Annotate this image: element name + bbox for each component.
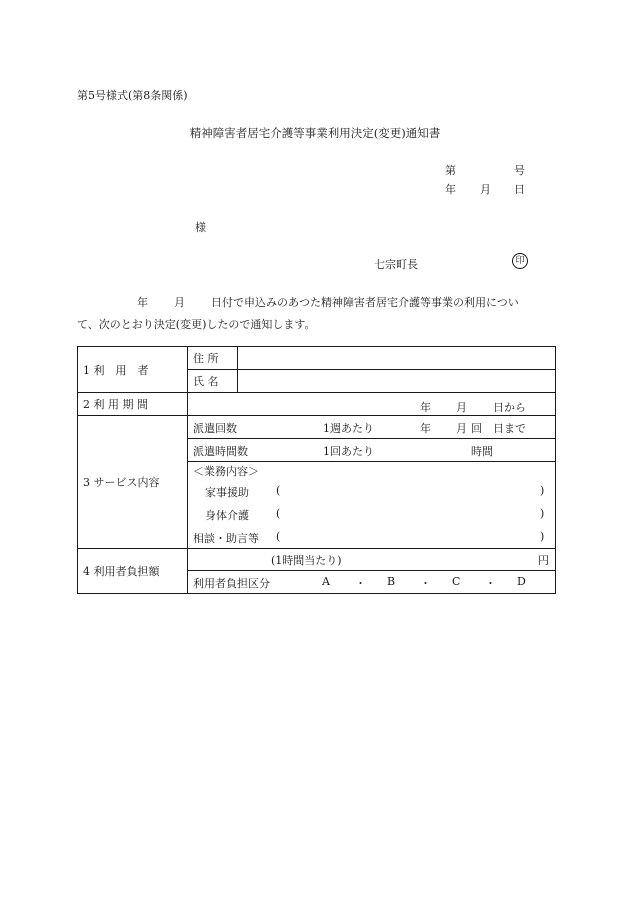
reference-number-label: 第 [445, 164, 456, 177]
period-from-end: 日から [493, 401, 526, 414]
address-label: 住 所 [188, 347, 238, 370]
work-item-label: 相談・助言等 [193, 532, 259, 545]
work-content-cell[interactable] [188, 462, 556, 549]
date-year: 年 [445, 183, 456, 196]
recipient-suffix: 様 [195, 221, 206, 234]
body-month: 月 [174, 296, 185, 309]
dispatch-hours-unit: 1回あたり [323, 445, 374, 458]
address-field[interactable] [238, 347, 556, 370]
cost-category-option[interactable]: D [517, 575, 526, 588]
dispatch-hours-row[interactable] [188, 439, 556, 462]
body-line1-text: 日付で申込みのあつた精神障害者居宅介護等事業の利用につい [211, 296, 519, 309]
body-paragraph-line2: て、次のとおり決定(変更)したので通知します。 [77, 318, 316, 331]
cost-per-hour-label: (1時間当たり) [271, 554, 342, 567]
work-item-label: 身体介護 [205, 509, 249, 522]
work-item-close: ) [540, 507, 545, 520]
cost-currency: 円 [538, 554, 549, 567]
service-label: 3 サービス内容 [78, 416, 188, 549]
cost-per-hour-row[interactable] [188, 549, 556, 571]
dispatch-hours-label: 派遣時間数 [193, 445, 248, 458]
decision-form-table [77, 346, 556, 594]
work-item-open: ( [276, 530, 281, 543]
name-field[interactable] [238, 370, 556, 393]
work-item-close: ) [540, 530, 545, 543]
work-item-open: ( [276, 507, 281, 520]
dispatch-count-label: 派遣回数 [193, 422, 237, 435]
cost-category-separator: ・ [485, 577, 496, 590]
period-label: 2 利 用 期 間 [78, 393, 188, 416]
cost-label: 4 利用者負担額 [78, 549, 188, 594]
dispatch-count-unit: 1週あたり [323, 422, 374, 435]
dispatch-hours-suffix: 時間 [471, 445, 493, 458]
period-to-end: 日まで [493, 422, 526, 435]
dispatch-count-row[interactable] [188, 416, 556, 439]
cost-category-label: 利用者負担区分 [193, 577, 270, 590]
work-content-header: ＜業務内容＞ [193, 465, 259, 478]
period-from-month: 月 [456, 401, 467, 414]
work-item-label: 家事援助 [205, 486, 249, 499]
date-day: 日 [514, 183, 525, 196]
period-to-year: 年 [420, 422, 431, 435]
cost-category-separator: ・ [420, 577, 431, 590]
period-to-month: 月 [456, 422, 467, 435]
body-year: 年 [137, 296, 148, 309]
user-label: 1 利 用 者 [78, 347, 188, 393]
cost-category-option[interactable]: B [387, 575, 396, 588]
cost-category-option[interactable]: C [452, 575, 461, 588]
name-label: 氏 名 [188, 370, 238, 393]
reference-number-suffix: 号 [514, 164, 525, 177]
work-item-open: ( [276, 484, 281, 497]
seal-icon: 印 [512, 253, 528, 269]
form-number: 第5号様式(第8条関係) [77, 89, 188, 102]
document-title: 精神障害者居宅介護等事業利用決定(変更)通知書 [189, 126, 441, 140]
cost-category-option[interactable]: A [322, 575, 330, 588]
cost-category-row[interactable] [188, 571, 556, 594]
issuer-name: 七宗町長 [374, 258, 418, 271]
period-from-year: 年 [420, 401, 431, 414]
work-item-close: ) [540, 484, 545, 497]
cost-category-separator: ・ [355, 577, 366, 590]
dispatch-count-suffix: 回 [471, 422, 482, 435]
date-month: 月 [480, 183, 491, 196]
